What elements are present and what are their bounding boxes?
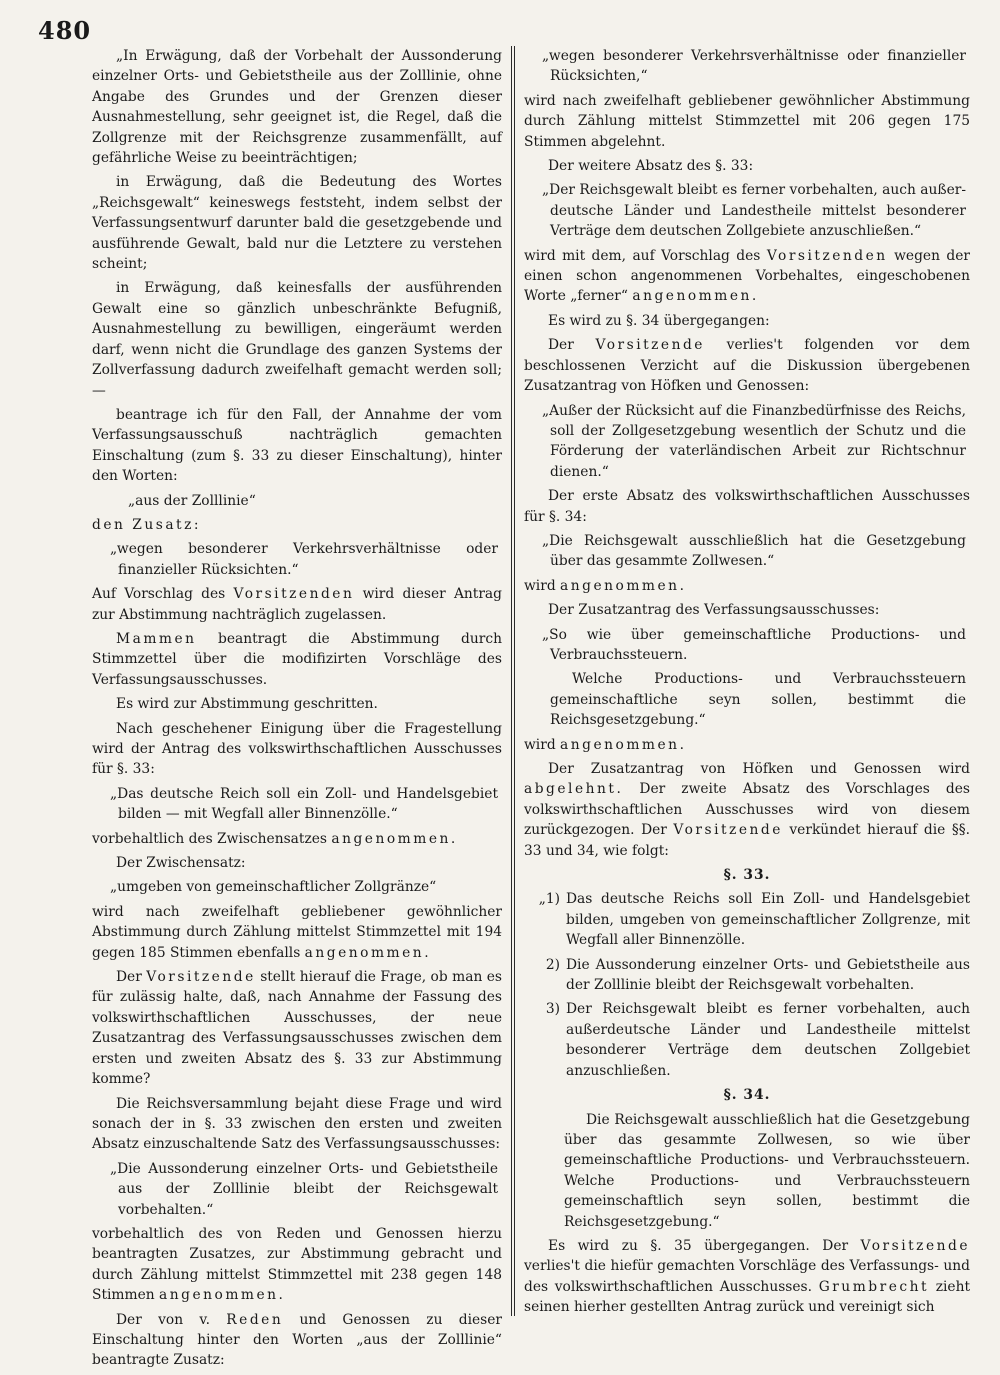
speaker-name: Vorsitzende [860,1237,970,1254]
item-text: Die Aussonderung einzelner Orts- und Gebietstheile aus der Zolllinie bleibt der Reichsgewalt vorbehalten. [566,956,970,994]
speaker-name: Vorsitzende [673,822,783,839]
text: stellt hierauf die Frage, ob man es für zulässig halte, daß, nach Annahme der Fassung des volkswirthschaftlichen Ausschusses, der neue Zusatzantrag des Verfassungsausschusses zwischen dem ersten und zweiten Absatz des §. 33 zur Abstimmung komme? [92,969,503,1088]
paragraph: Der weitere Absatz des §. 33: [548,158,754,175]
paragraph [92,629,502,690]
result-text: angenommen. [560,577,687,594]
text: verlies't folgenden vor dem beschlossenen Verzicht auf die Diskussion übergebenen Zusatzantrag von Höfken und Genossen: [524,337,971,395]
paragraph [524,1236,970,1318]
law-item [524,889,970,950]
speaker-name: Vorsitzende [146,969,256,986]
quote: „Das deutsche Reich soll ein Zoll- und Handelsgebiet bilden — mit Wegfall aller Binnenzölle.“ [110,785,498,823]
paragraph: in Erwägung, daß die Bedeutung des Wortes „Reichsgewalt“ keineswegs feststeht, indem selbst der Verfassungsentwurf darunter bald die gesetzgebende und ausführende Gewalt, bald nur die Letztere zu verstehen scheint; [92,174,502,273]
paragraph [524,335,970,396]
speaker-name: Vorsitzende [595,337,705,354]
item-number: „1) [538,891,560,908]
result-text: angenommen. [304,944,432,961]
quote: „Die Aussonderung einzelner Orts- und Gebietstheile aus der Zolllinie bleibt der Reichsgewalt vorbehalten.“ [110,1160,498,1218]
quote: „Die Reichsgewalt ausschließlich hat die Gesetzgebung über das gesammte Zollwesen.“ [542,532,966,570]
paragraph [524,735,970,755]
text: wird dieser Antrag zur Abstimmung nachträglich zugelassen. [92,586,502,623]
law-item [524,999,970,1081]
text: wird nach zweifelhaft gebliebener gewöhnlicher Abstimmung durch Zählung mittelst Stimmzettel mit 194 gegen 185 Stimmen ebenfalls [92,903,502,961]
result-text: angenommen. [331,830,458,847]
paragraph: Der Zusatzantrag des Verfassungsausschusses: [548,602,880,619]
column-rule [514,46,515,1316]
speaker-name: Vorsitzenden [233,586,355,603]
speaker-name: Mammen [116,630,197,647]
text: Der von v. [116,1311,210,1328]
text: und Genossen zu dieser Einschaltung hinter den Worten „aus der Zolllinie“ beantragte Zusatz: [92,1311,503,1369]
left-column [92,46,502,1375]
paragraph [92,1224,502,1306]
text: wird [524,577,556,594]
section-heading-34: §. 34. [723,1087,771,1104]
item-text: Der Reichsgewalt bleibt es ferner vorbehalten, auch außerdeutsche Länder und Landestheile mittelst besonderer Verträge dem deutschen Zollgebiet anzuschließen. [566,1001,970,1079]
paragraph: „In Erwägung, daß der Vorbehalt der Aussonderung einzelner Orts- und Gebietstheile aus der Zolllinie, ohne Angabe des Grundes und der Grenzen dieser Ausnahmestellung, sehr geeignet ist, die Regel, daß die Zollgrenze mit der Reichsgrenze zusammenfällt, auf gefährliche Weise zu beeinträchtigen; [92,48,502,167]
paragraph: Die Reichsversammlung bejaht diese Frage und wird sonach der in §. 33 zwischen den ersten und zweiten Absatz einzuschaltende Satz des Verfassungsausschusses: [92,1095,502,1153]
page-number: 480 [38,16,92,45]
paragraph [524,576,970,596]
speaker-name: Grumbrecht [818,1278,930,1295]
text: verkündet hierauf die §§. 33 und 34, wie folgt: [524,822,971,859]
text: vorbehaltlich des von Reden und Genossen hierzu beantragten Zusatzes, zur Abstimmung gebracht und durch Zählung mittelst Stimmzettel mit 238 gegen 148 Stimmen [92,1225,502,1304]
text: Auf Vorschlag des [92,586,226,603]
text: beantragt die Abstimmung durch Stimmzettel über die modifizirten Vorschläge des Verfassungsausschusses. [92,630,502,688]
quote: „Außer der Rücksicht auf die Finanzbedürfnisse des Reichs, soll der Zollgesetzgebung wesentlich der Schutz und die Förderung der vaterländischen Arbeit zur Richtschnur dienen.“ [542,402,966,480]
speaker-name: Reden [226,1311,284,1328]
paragraph [92,829,502,849]
item-text: Das deutsche Reichs soll Ein Zoll- und Handelsgebiet bilden, umgeben von gemeinschaftlicher Zollgrenze, mit Wegfall aller Binnenzölle. [566,891,970,949]
result-text: angenommen. [632,288,759,305]
law-item [524,955,970,996]
quote: „Der Reichsgewalt bleibt es ferner vorbehalten, auch außer-deutsche Länder und Landestheile mittelst besonderer Verträge dem deutschen Zollgebiete anzuschließen.“ [542,182,966,240]
quote: „So wie über gemeinschaftliche Productions- und Verbrauchssteuern. [542,626,966,663]
result-text: angenommen. [159,1287,286,1304]
column-rule [511,46,512,1316]
text: Der [116,969,142,986]
text: wird [524,736,556,753]
paragraph [92,1310,502,1371]
paragraph [524,246,970,307]
text: zieht seinen hierher gestellten Antrag zurück und vereinigt sich [524,1278,970,1316]
paragraph: Es wird zu §. 34 übergegangen: [548,312,770,329]
text: verlies't die hiefür gemachten Vorschläge des Verfassungs- und des volkswirthschaftlichen Ausschusses. [524,1258,970,1295]
quote: „aus der Zolllinie“ [128,492,256,509]
law-paragraph: Die Reichsgewalt ausschließlich hat die Gesetzgebung über das gesammte Zollwesen, so wie über gemeinschaftliche Productions- und Verbrauchssteuern. Welche Productions- und Verbrauchssteuern gemeinschaftlich seyn sollen, bestimmt die Reichsgesetzgebung.“ [564,1111,970,1230]
result-text: angenommen. [560,736,687,753]
quote: „umgeben von gemeinschaftlicher Zollgränze“ [110,879,437,896]
right-column [524,46,970,1322]
text: Es wird zu §. 35 übergegangen. Der [548,1237,849,1254]
text: wegen der einen schon angenommenen Vorbehaltes, eingeschobenen Worte „ferner“ [524,247,970,305]
paragraph: Es wird zur Abstimmung geschritten. [116,696,378,713]
speaker-name: Vorsitzenden [766,247,888,264]
paragraph [92,902,502,963]
paragraph: beantrage ich für den Fall, der Annahme der vom Verfassungsausschuß nachträglich gemachten Einschaltung (zum §. 33 zu dieser Einschaltung), hinter den Worten: [92,406,502,485]
paragraph [92,584,502,625]
text: wird mit dem, auf Vorschlag des [524,247,761,264]
paragraph: Nach geschehener Einigung über die Fragestellung wird der Antrag des volkswirthschaftlichen Ausschusses für §. 33: [92,720,502,778]
text: Der Zusatzantrag von Höfken und Genossen wird [548,761,970,777]
paragraph: Der erste Absatz des volkswirthschaftlichen Ausschusses für §. 34: [524,488,970,525]
paragraph: Der Zwischensatz: [116,855,246,872]
paragraph: wird nach zweifelhaft gebliebener gewöhnlicher Abstimmung durch Zählung mittelst Stimmzettel mit 206 gegen 175 Stimmen abgelehnt. [524,92,970,150]
result-text: abgelehnt. [524,781,624,798]
item-number: 2) [545,956,560,973]
text: Der zweite Absatz des Vorschlages des volkswirthschaftlichen Ausschusses wird von diesem zurückgezogen. Der [524,781,970,839]
paragraph: den Zusatz: [92,516,202,533]
text: Der [548,337,574,354]
paragraph [92,967,502,1089]
paragraph [524,759,970,861]
paragraph: in Erwägung, daß keinesfalls der ausführenden Gewalt eine so gänzlich unbeschränkte Befugniß, Ausnahmestellung zu bewilligen, eingeräumt werden darf, wenn nicht die Grundlage des ganzen Systems der Zollverfassung dadurch zweifelhaft gemacht werden soll; — [92,280,502,399]
item-number: 3) [545,1001,560,1018]
quote: „wegen besonderer Verkehrsverhältnisse oder finanzieller Rücksichten.“ [110,541,498,578]
quote: „wegen besonderer Verkehrsverhältnisse oder finanzieller Rücksichten,“ [542,48,966,85]
quote: Welche Productions- und Verbrauchssteuern gemeinschaftliche seyn sollen, bestimmt die Reichsgesetzgebung.“ [550,671,966,729]
section-heading-33: §. 33. [723,867,771,884]
text: vorbehaltlich des Zwischensatzes [92,830,327,847]
